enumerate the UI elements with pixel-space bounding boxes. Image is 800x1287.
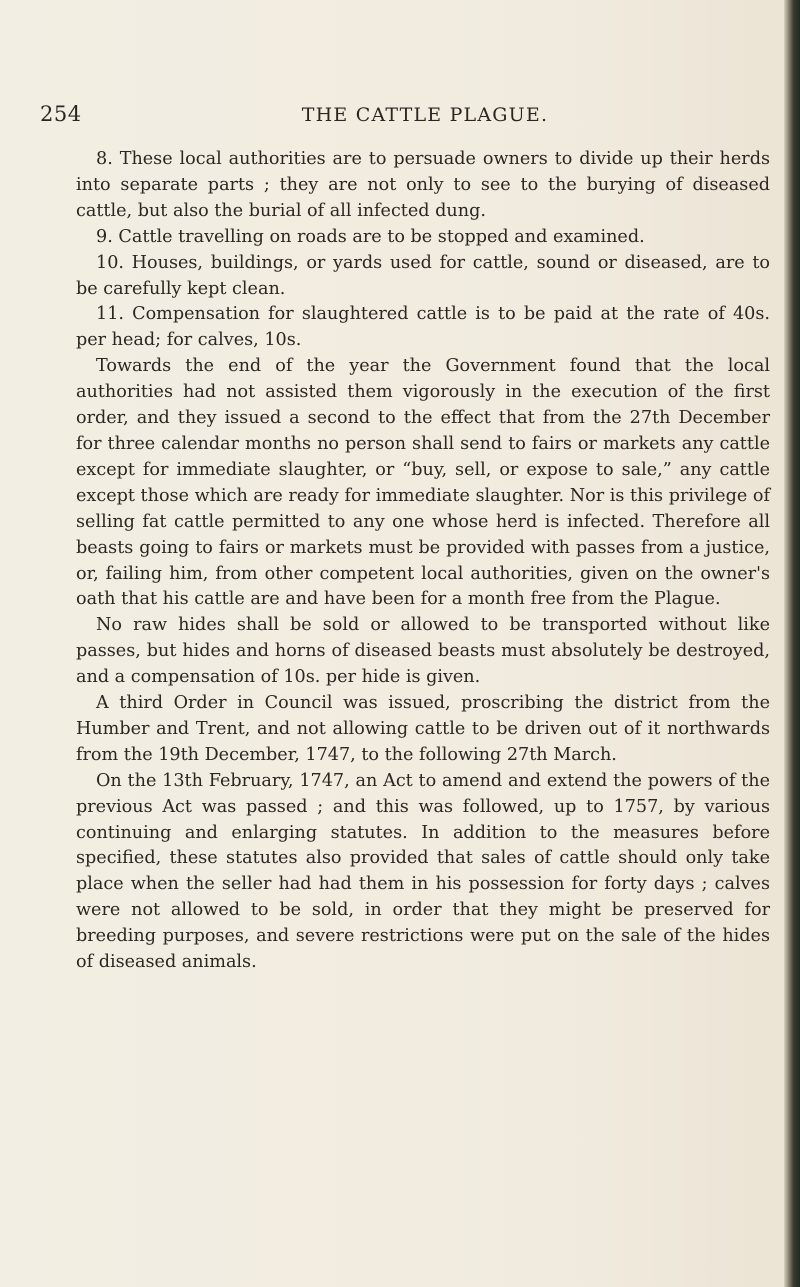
paragraph-item-11: 11. Compensation for slaughtered cattle is to be paid at the rate of 40s. per head; for calves, 10s. — [76, 304, 770, 351]
body-text — [76, 147, 770, 976]
paragraph-item-8: 8. These local authorities are to persuade owners to divide up their herds into separate parts ; they are not only to see to the burying of diseased cattle, but also the burial of all infected dung. — [76, 149, 770, 221]
page-header — [40, 102, 770, 136]
page-number: 254 — [40, 102, 82, 126]
paragraph-item-9: 9. Cattle travelling on roads are to be stopped and examined. — [96, 226, 645, 247]
book-spine-edge — [784, 0, 800, 1287]
running-title: THE CATTLE PLAGUE. — [301, 104, 549, 126]
paragraph-third-order: A third Order in Council was issued, proscribing the district from the Humber and Trent, and not allowing cattle to be driven out of it northwards from the 19th December, 1747, to the following 27th March. — [76, 693, 770, 765]
paragraph-raw-hides: No raw hides shall be sold or allowed to be transported without like passes, but hides and horns of diseased beasts must absolutely be destroyed, and a compensation of 10s. per hide is given. — [76, 615, 770, 688]
paragraph-act-1747: On the 13th February, 1747, an Act to amend and extend the powers of the previous Act was passed ; and this was followed, up to 1757, by various continuing and enlarging statutes. In addition to the measures before specified, these statutes also provided that sales of cattle should only take place when the seller had had them in his possession for forty days ; calves were not allowed to be sold, in order that they might be preserved for breeding purposes, and severe restrictions were put on the sale of the hides of diseased animals. — [76, 770, 770, 973]
paragraph-item-10: 10. Houses, buildings, or yards used for cattle, sound or diseased, are to be carefully kept clean. — [76, 252, 770, 299]
paragraph-second-order: Towards the end of the year the Government found that the local authorities had not assisted them vigorously in the execution of the first order, and they issued a second to the effect that from the 27th December for three calendar months no person shall send to fairs or markets any cattle except for immediate slaughter, or “buy, sell, or expose to sale,” any cattle except those which are ready for immediate slaughter. Nor is this privilege of selling fat cattle permitted to any one whose herd is infected. Therefore all beasts going to fairs or markets must be provided with passes from a justice, or, failing him, from other competent local authorities, given on the owner's oath that his cattle are and have been for a month free from the Plague. — [76, 356, 770, 610]
